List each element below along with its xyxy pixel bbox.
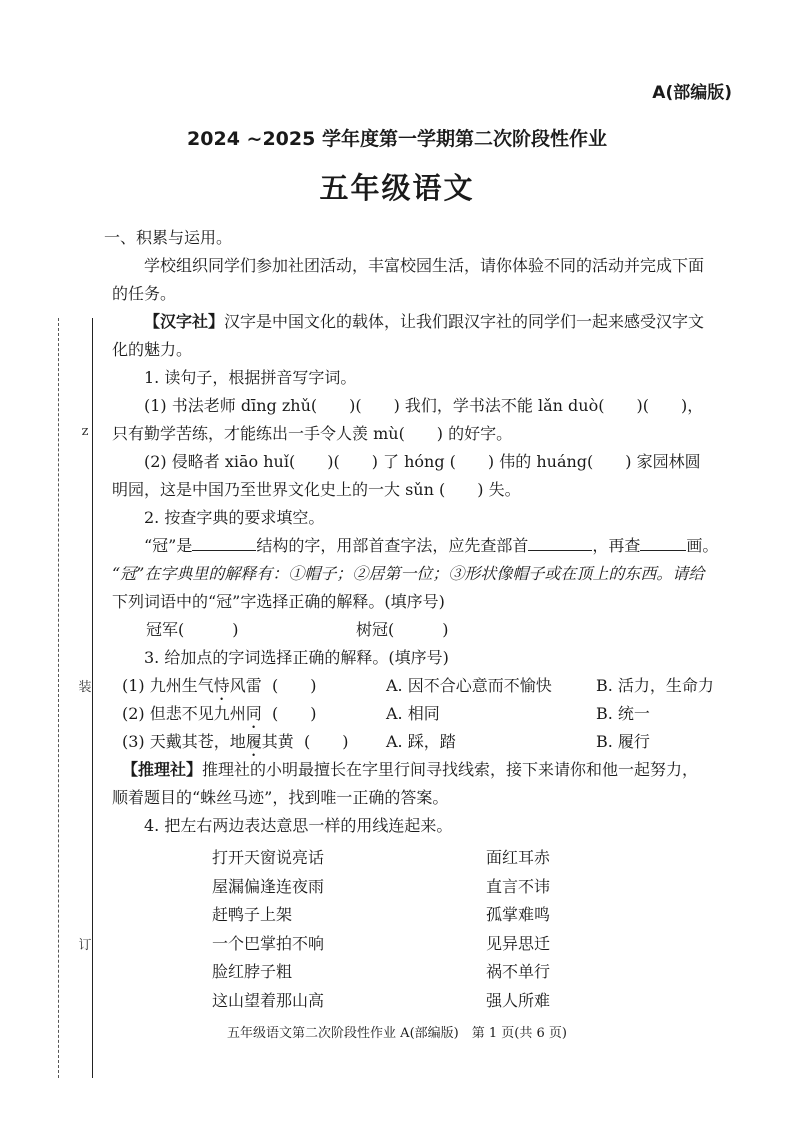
club-hanzi-text: 汉字是中国文化的载体，让我们跟汉字社的同学们一起来感受汉字文 <box>224 312 705 331</box>
q2-words <box>112 616 740 644</box>
q2-structure-line <box>112 532 740 560</box>
club-tuili-tag: 【推理社】 <box>122 760 203 779</box>
q1-title: 1. 读句子，根据拼音写字词。 <box>144 368 357 387</box>
q3-option-b: B. 履行 <box>596 732 650 751</box>
club-hanzi-line-2: 化的魅力。 <box>112 340 193 359</box>
q4-right-item[interactable]: 强人所难 <box>486 990 551 1010</box>
q3-row <box>112 728 740 756</box>
q2-definition-line: “冠”在字典里的解释有：①帽子；②居第一位；③形状像帽子或在顶上的东西。请给 <box>112 564 705 583</box>
q1-sentence1-b[interactable]: 只有勤学苦练，才能练出一手令人羡 mù( ) 的好字。 <box>112 424 513 443</box>
binding-mark-top: z <box>81 424 89 439</box>
section-accumulation <box>104 224 740 840</box>
q4-title: 4. 把左右两边表达意思一样的用线连起来。 <box>144 816 453 835</box>
q4-match-row <box>212 901 572 930</box>
q3-row <box>112 672 740 700</box>
q4-left-item[interactable]: 这山望着那山高 <box>212 990 325 1010</box>
club-hanzi-line-1 <box>112 308 740 336</box>
club-tuili-text: 推理社的小明最擅长在字里行间寻找线索，接下来请你和他一起努力， <box>202 760 699 779</box>
q4-left-item[interactable]: 赶鸭子上架 <box>212 905 293 924</box>
q2-word-guanjun[interactable]: 冠军( ) <box>146 620 239 639</box>
club-tuili-line-1 <box>112 756 740 784</box>
q4-matching <box>212 844 572 1015</box>
q4-match-row <box>212 873 572 902</box>
q3-row <box>112 700 740 728</box>
q1-sentence1-a[interactable]: (1) 书法老师 dīng zhǔ( )( ) 我们，学书法不能 lǎn duò( )( )， <box>144 396 704 415</box>
q4-match-row <box>212 958 572 987</box>
q3-answer-paren[interactable]: ( ) <box>271 676 317 695</box>
q2-radical-blank[interactable] <box>528 534 592 551</box>
exam-title: 2024 ~2025 学年度第一学期第二次阶段性作业 <box>187 128 607 150</box>
binding-mark-zhuang: 装 <box>78 680 92 695</box>
q2-structure-blank[interactable] <box>192 534 256 551</box>
intro-line-1: 学校组织同学们参加社团活动，丰富校园生活，请你体验不同的活动并完成下面 <box>144 256 705 275</box>
binding-solid-line <box>92 318 93 1078</box>
q3-option-a: A. 相同 <box>386 704 440 723</box>
subject-title: 五年级语文 <box>319 171 475 205</box>
q3-option-b: B. 统一 <box>596 704 650 723</box>
q3-option-a: A. 踩，踏 <box>386 732 456 751</box>
q2-title: 2. 按查字典的要求填空。 <box>144 508 325 527</box>
q4-left-item[interactable]: 屋漏偏逢连夜雨 <box>212 876 325 896</box>
q4-right-item[interactable]: 直言不讳 <box>486 876 551 896</box>
q3-phrase: (2) 但悲不见九州同 ( ) <box>122 704 317 723</box>
q2-text-a2: 结构的字，用部首查字法，应先查部首 <box>256 536 529 555</box>
q4-right-item[interactable]: 祸不单行 <box>486 962 551 981</box>
section-heading: 一、积累与运用。 <box>104 228 233 247</box>
q3-title: 3. 给加点的字词选择正确的解释。(填序号) <box>144 648 449 667</box>
q2-instruction: 下列词语中的“冠”字选择正确的解释。(填序号) <box>112 592 445 611</box>
q3-dotted-char: 恃 <box>213 676 230 695</box>
binding-mark-ding: 订 <box>78 938 92 953</box>
q4-match-row <box>212 930 572 959</box>
q3-phrase: (1) 九州生气恃风雷 ( ) <box>122 676 317 695</box>
q2-strokes-blank[interactable] <box>640 534 686 551</box>
q3-dotted-char: 同 <box>245 704 262 723</box>
edition-label: A(部编版) <box>652 83 732 103</box>
q3-option-b: B. 活力，生命力 <box>596 676 714 695</box>
q2-text-a4: 画。 <box>686 536 719 555</box>
q4-left-item[interactable]: 一个巴掌拍不响 <box>212 933 325 953</box>
q3-dotted-char: 履 <box>245 732 262 751</box>
q1-sentence2-a[interactable]: (2) 侵略者 xiāo huǐ( )( ) 了 hóng ( ) 伟的 huáng( ) 家园林圆 <box>144 452 701 471</box>
q4-left-item[interactable]: 脸红脖子粗 <box>212 962 293 981</box>
club-hanzi-tag: 【汉字社】 <box>144 312 225 331</box>
q3-option-a: A. 因不合心意而不愉快 <box>386 676 552 695</box>
q2-text-a1: “冠”是 <box>144 536 193 555</box>
q4-right-item[interactable]: 孤掌难鸣 <box>486 905 551 924</box>
q2-word-shuguan[interactable]: 树冠( ) <box>356 620 449 639</box>
q3-answer-paren[interactable]: ( ) <box>271 704 317 723</box>
q1-sentence2-b[interactable]: 明园，这是中国乃至世界文化史上的一大 sǔn ( ) 失。 <box>112 480 521 499</box>
q4-match-row <box>212 844 572 873</box>
binding-dashed-line <box>58 318 59 1078</box>
q3-answer-paren[interactable]: ( ) <box>303 732 349 751</box>
q4-match-row <box>212 987 572 1016</box>
q3-rows <box>112 672 740 756</box>
q4-left-item[interactable]: 打开天窗说亮话 <box>212 848 325 867</box>
q2-text-a3: ，再查 <box>592 536 641 555</box>
club-tuili-line-2: 顺着题目的“蛛丝马迹”，找到唯一正确的答案。 <box>112 788 449 807</box>
page-footer: 五年级语文第二次阶段性作业 A(部编版) 第 1 页(共 6 页) <box>227 1026 567 1041</box>
intro-line-2: 的任务。 <box>112 284 177 303</box>
q3-phrase: (3) 天戴其苍，地履其黄 ( ) <box>122 732 349 751</box>
q4-right-item[interactable]: 见异思迁 <box>486 933 551 953</box>
q4-right-item[interactable]: 面红耳赤 <box>486 848 551 867</box>
